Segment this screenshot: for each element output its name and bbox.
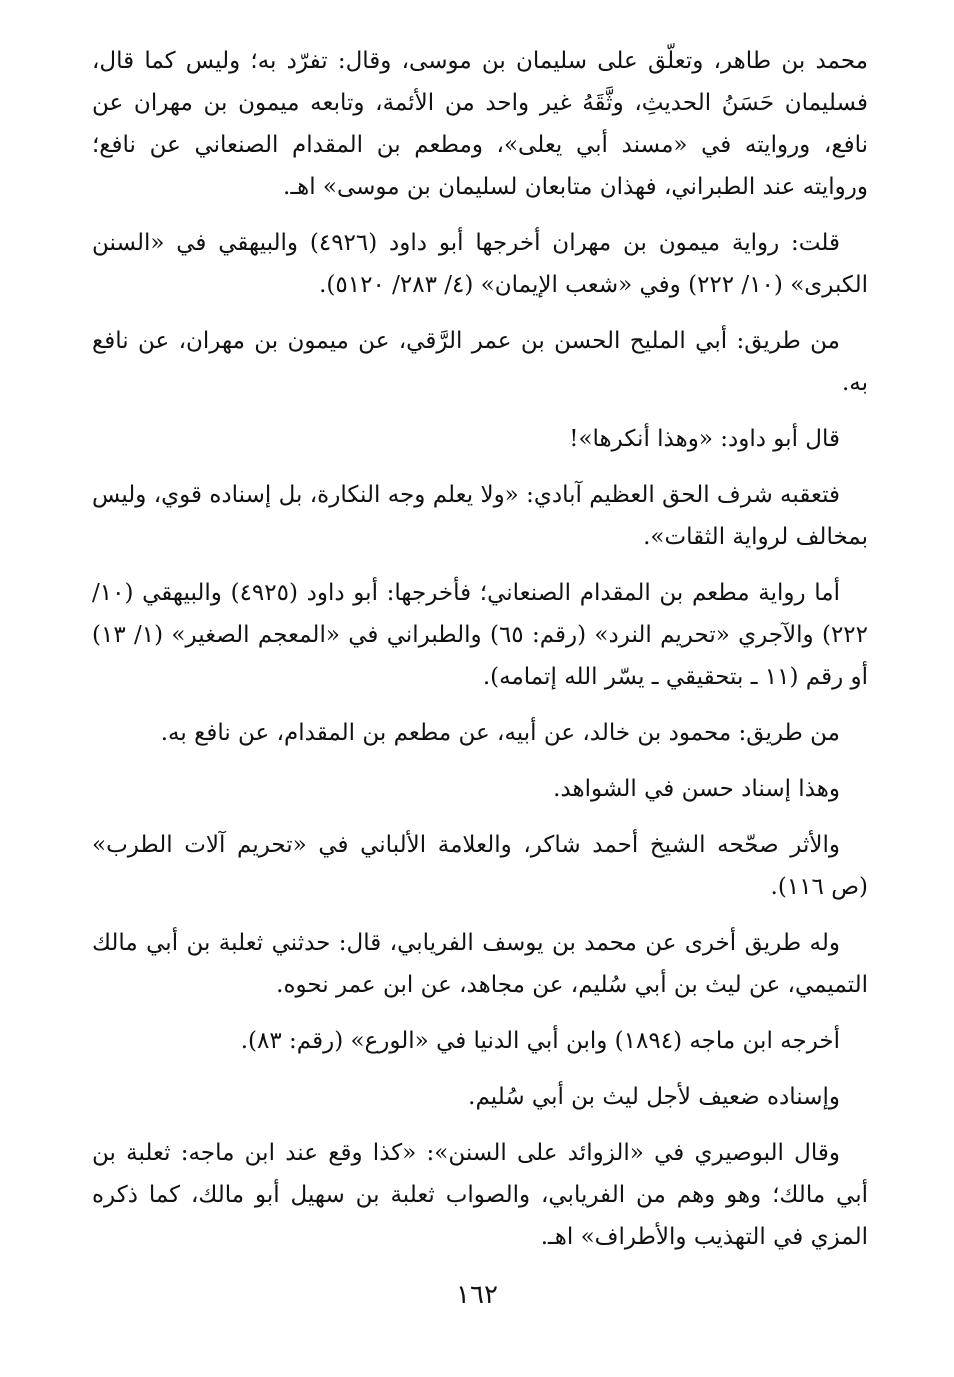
paragraph-12: وإسناده ضعيف لأجل ليث بن أبي سُليم. [468, 1084, 840, 1110]
paragraph-3: من طريق: أبي المليح الحسن بن عمر الرَّقي، عن ميمون بن مهران، عن نافع به. [92, 328, 868, 396]
paragraph-2: قلت: رواية ميمون بن مهران أخرجها أبو داود (٤٩٢٦) والبيهقي في «السنن الكبرى» (١٠/ ٢٢٢) وفي «شعب الإيمان» (٤/ ٢٨٣/ ٥١٢٠). [92, 230, 868, 298]
paragraph-5: فتعقبه شرف الحق العظيم آبادي: «ولا يعلم وجه النكارة، بل إسناده قوي، وليس بمخالف لرواية الثقات». [92, 482, 868, 550]
paragraph-13: وقال البوصيري في «الزوائد على السنن»: «كذا وقع عند ابن ماجه: ثعلبة بن أبي مالك؛ وهو وهم من الفريابي، والصواب ثعلبة بن سهيل أبو مالك، كما ذكره المزي في التهذيب والأطراف» اهـ. [92, 1140, 868, 1250]
paragraph-4: قال أبو داود: «وهذا أنكرها»! [569, 426, 840, 452]
paragraph-6: أما رواية مطعم بن المقدام الصنعاني؛ فأخرجها: أبو داود (٤٩٢٥) والبيهقي (١٠/ ٢٢٢) والآجري «تحريم النرد» (رقم: ٦٥) والطبراني في «المعجم الصغير» (١/ ١٣) أو رقم (١١ ـ بتحقيقي ـ يسّر الله إتمامه). [92, 580, 869, 690]
paragraph-9: والأثر صحّحه الشيخ أحمد شاكر، والعلامة الألباني في «تحريم آلات الطرب» (ص ١١٦). [92, 832, 868, 900]
paragraph-7: من طريق: محمود بن خالد، عن أبيه، عن مطعم بن المقدام، عن نافع به. [160, 720, 840, 746]
paragraph-11: أخرجه ابن ماجه (١٨٩٤) وابن أبي الدنيا في «الورع» (رقم: ٨٣). [240, 1028, 840, 1054]
paragraph-1: محمد بن طاهر، وتعلّق على سليمان بن موسى، وقال: تفرّد به؛ وليس كما قال، فسليمان حَسَنُ الحديثِ، وثَّقَهُ غير واحد من الأئمة، وتابعه ميمون بن مهران عن نافع، وروايته في «مسند أبي يعلى»، ومطعم بن المقدام الصنعاني عن نافع؛ وروايته عند الطبراني، فهذان متابعان لسليمان بن موسى» اهـ. [92, 48, 868, 200]
paragraph-10: وله طريق أخرى عن محمد بن يوسف الفريابي، قال: حدثني ثعلبة بن أبي مالك التميمي، عن ليث بن أبي سُليم، عن مجاهد، عن ابن عمر نحوه. [92, 930, 868, 998]
paragraph-8: وهذا إسناد حسن في الشواهد. [553, 776, 840, 802]
page-body [92, 40, 868, 1272]
page-number: ١٦٢ [456, 1280, 498, 1310]
